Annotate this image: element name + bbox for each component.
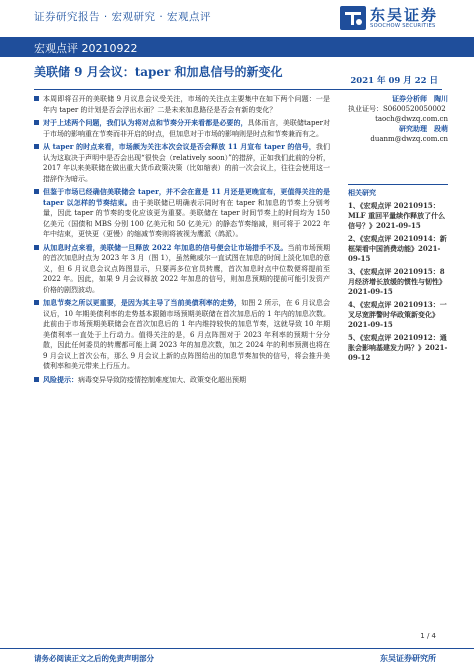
paragraph-risk: 风险提示：病毒变异导致防疫情控制难度加大、政策变化超出预期: [34, 375, 330, 386]
bullet-icon: [34, 245, 39, 250]
footer: [0, 648, 474, 671]
related-item[interactable]: 2、《宏观点评 20210914：新框架看中国消费动能》2021-09-15: [348, 234, 447, 263]
analyst-cert: 执业证号：S0600520050002: [348, 105, 446, 113]
header-band: [0, 37, 474, 57]
report-category: 证券研究报告 · 宏观研究 · 宏观点评: [34, 11, 212, 23]
bullet-icon: [34, 377, 39, 382]
related-item[interactable]: 4、《宏观点评 20210913：一叉尽宽胖警时华政策新变化》2021-09-15: [348, 300, 447, 329]
title-divider: [34, 89, 442, 90]
disclaimer-note: 请务必阅读正文之后的免责声明部分: [34, 654, 154, 663]
band-title: 宏观点评 20210922: [34, 42, 138, 55]
paragraph-taper-timing: 从 taper 的时点来看，市场颇为关注本次会议是否会释放 11 月宣布 taper 的信号，我们认为这取决于声明中是否会出现“很快会（relatively soon）”的措辞，正如我们此前的分析，2017 年以来美联储在做出重大货币政策决策（比如缩表）的前一次会议上，往往会使用这一措辞作为暗示。: [34, 142, 330, 184]
page-number: 1 / 4: [420, 632, 436, 640]
bullet-icon: [34, 144, 39, 149]
related-item[interactable]: 5、《宏观点评 20210912：通胀会影响基建发力吗？》2021-09-12: [348, 333, 448, 362]
related-title: 相关研究: [348, 188, 376, 197]
paragraph-taper-pace: 但鉴于市场已经确信美联储会 taper，并不会在意是 11 月还是更晚宣布，更值得关注的是 taper 以怎样的节奏结束。由于美联储已明确表示同时有在 taper 和加息的节奏上分别考量，因此 taper 的节奏的变化应该更为重要。美联储在 taper 时间节奏上的时间均为 150 亿美元（国债和 MBS 分别 100 亿美元和 50 亿美元）的静态节奏缩减，则可将于 2022 年年中结束，更快更（更慢）的缩减节奏则将被视为鹰派（鸽派）。: [34, 187, 330, 240]
logo-mark-icon: [340, 6, 366, 30]
bullet-icon: [34, 300, 39, 305]
report-date: 2021 年 09 月 22 日: [350, 76, 438, 86]
footer-company: 东吴证券研究所: [380, 653, 436, 663]
company-logo: [340, 4, 470, 34]
logo-text-cn: 东吴证券: [370, 6, 439, 24]
paragraph-overview: 对于上述两个问题，我们认为将对点和节奏分开来看都是必要的，具体而言，美联储taper对于市场的影响重在节奏而非开启的时点，但加息对于市场的影响则是时点和节奏兼而有之。: [34, 118, 330, 139]
paragraph-intro: 本周即将召开的美联储 9 月议息会议受关注，市场的关注点主要集中在如下两个问题：一是年内 taper 的计划是否会浮出水面？二是未来加息路径是否会有新的变化？: [34, 94, 330, 115]
paragraph-hike-timing: 从加息时点来看，美联储一旦释放 2022 年加息的信号便会让市场措手不及。当前市场预期的首次加息时点为 2023 年 3 月（图 1），虽然鲍威尔一直试图在加息的时间上淡化加息的意义，但 6 月议息会议点阵图显示，只要再多位官员转鹰，首次加息时点中位数便将提前至 2022 年。因此，如果 9 月会议释放 2022 年加息的信号，则加息预期的提前可能引发资产价格的剧烈波动。: [34, 243, 330, 296]
main-content: [34, 94, 330, 388]
logo-text-en: SOOCHOW SECURITIES: [370, 23, 436, 29]
related-item[interactable]: 3、《宏观点评 20210915：8 月经济增长放缓的惯性与韧性》2021-09-15: [348, 267, 446, 296]
assistant-email[interactable]: duanm@dwzq.com.cn: [370, 135, 448, 143]
bullet-icon: [34, 189, 39, 194]
analyst-name: 证券分析师 陶川: [392, 94, 448, 103]
header-top: [0, 0, 474, 36]
report-title: 美联储 9 月会议：taper 和加息信号的新变化: [34, 65, 283, 79]
sidebar-divider: [348, 184, 448, 185]
analyst-email[interactable]: taoch@dwzq.com.cn: [375, 115, 448, 123]
bullet-icon: [34, 120, 39, 125]
assistant-name: 研究助理 段萌: [399, 124, 448, 133]
related-item[interactable]: 1、《宏观点评 20210915：MLF 重回平量续作释放了什么信号？》2021-09-15: [348, 201, 446, 230]
sidebar: [348, 94, 448, 366]
paragraph-hike-pace: 加息节奏之所以更重要，是因为其主导了当前美债利率的走势，如图 2 所示，在 6 月议息会议后，10 年期美债利率的走势基本跟随市场预期美联储在首次加息后的 1 年内的加息次数。此前由于市场预期美联储会在首次加息后的 1 年内维持较快的加息节奏，这就导致 10 年期美债利率一直处于上行动力。值得关注的是，6 月点阵图对于 2023 年利率的预期十分分散，因此任何委员的转鹰都可能上调 2023 年的加息次数，加之 2024 年的利率预测也将在 9 月会议上首次公布，那么 9 月会议上新的点阵图给出的加息节奏加快的信号，将会推升美债利率和美元带来上行压力。: [34, 298, 330, 372]
bullet-icon: [34, 96, 39, 101]
